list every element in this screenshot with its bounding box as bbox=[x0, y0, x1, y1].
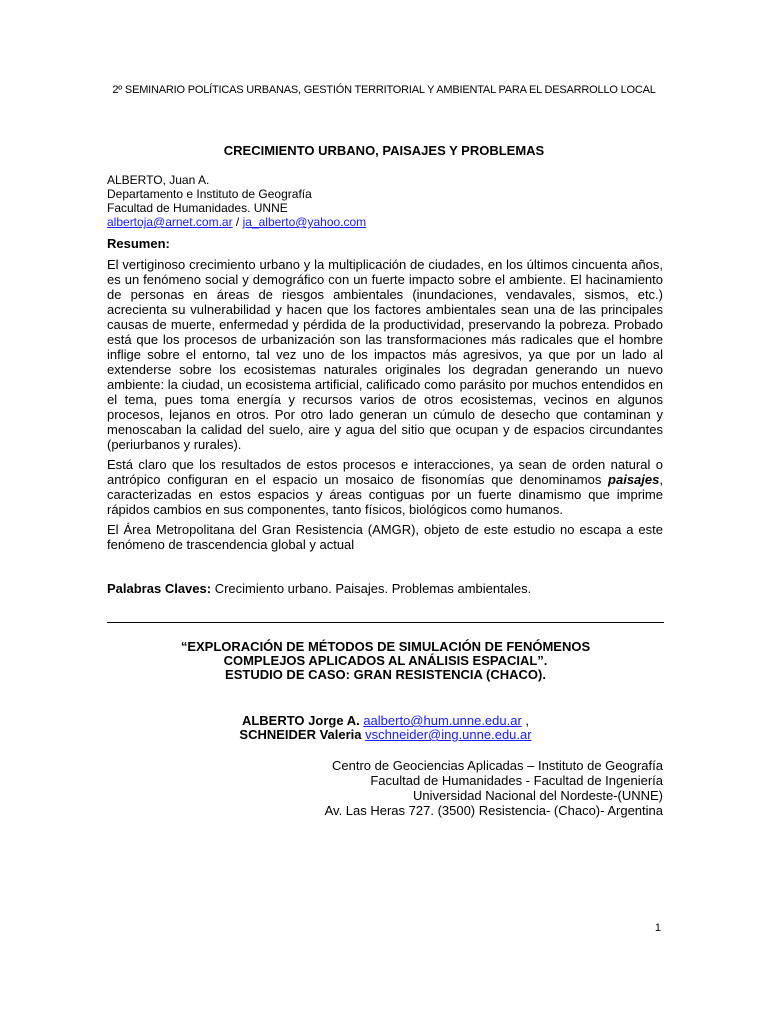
affiliation-line: Facultad de Humanidades - Facultad de Ingeniería bbox=[370, 773, 663, 788]
affiliation-line: Centro de Geociencias Aplicadas – Instituto de Geografía bbox=[332, 758, 663, 773]
keywords-text: Crecimiento urbano. Paisajes. Problemas ambientales. bbox=[211, 581, 532, 596]
second-article-authors bbox=[107, 714, 664, 742]
abstract-paragraph-2 bbox=[107, 457, 663, 517]
abstract-body bbox=[107, 257, 663, 557]
title-line-1: “EXPLORACIÓN DE MÉTODOS DE SIMULACIÓN DE FENÓMENOS bbox=[180, 639, 591, 654]
email-separator: / bbox=[232, 215, 243, 229]
department: Departamento e Instituto de Geografía bbox=[107, 187, 312, 201]
title-line-2: COMPLEJOS APLICADOS AL ANÁLISIS ESPACIAL”. bbox=[223, 653, 548, 668]
author-2-email[interactable]: vschneider@ing.unne.edu.ar bbox=[365, 727, 532, 742]
author-emails bbox=[107, 215, 366, 229]
author-1-line bbox=[107, 714, 664, 728]
paragraph-2-text: Está claro que los resultados de estos procesos e interacciones, ya sean de orden natural o antrópico configuran en el espacio un mosaico de fisonomías que denominamos bbox=[107, 457, 663, 487]
affiliation-block bbox=[325, 758, 663, 818]
article-title: CRECIMIENTO URBANO, PAISAJES Y PROBLEMAS bbox=[223, 143, 545, 158]
abstract-paragraph-3: El Área Metropolitana del Gran Resistencia (AMGR), objeto de este estudio no escapa a este fenómeno de trascendencia global y actual bbox=[107, 522, 663, 552]
email-link-2[interactable]: ja_alberto@yahoo.com bbox=[242, 215, 367, 229]
keywords-line bbox=[107, 581, 531, 596]
affiliation-line: Universidad Nacional del Nordeste-(UNNE) bbox=[413, 788, 663, 803]
emphasis-paisajes: paisajes bbox=[608, 472, 660, 487]
affiliation-line: Av. Las Heras 727. (3500) Resistencia- (Chaco)- Argentina bbox=[324, 803, 663, 818]
abstract-paragraph-1: El vertiginoso crecimiento urbano y la multiplicación de ciudades, en los últimos cincuenta años, es un fenómeno social y demográfico con un fuerte impacto sobre el ambiente. El hacinamiento de personas en áreas de riesgos ambientales (inundaciones, vendavales, sismos, etc.) acrecienta su vulnerabilidad y hacen que los factores ambientales sean una de las principales causas de muerte, enfermedad y pérdida de la productividad, preservando la pobreza. Probado está que los procesos de urbanización son las transformaciones más radicales que el hombre inflige sobre el entorno, tal vez uno de los impactos más agresivos, ya que por un lado al extenderse sobre los ecosistemas naturales originales los degradan generando un nuevo ambiente: la ciudad, un ecosistema artificial, calificado como parásito por muchos entendidos en el tema, pues toma energía y recursos varios de otros ecosistemas, vecinos en algunos procesos, lejanos en otros. Por otro lado generan un cúmulo de desecho que contaminan y menoscaban la calidad del suelo, aire y agua del sitio que ocupan y de espacios circundantes (periurbanos y rurales). bbox=[107, 257, 663, 452]
author-2-name: SCHNEIDER Valeria bbox=[239, 727, 362, 742]
author-2-line bbox=[107, 728, 664, 742]
abstract-heading: Resumen: bbox=[107, 236, 170, 251]
author-block bbox=[107, 173, 366, 229]
paragraph-2-text-end: , caracterizadas en estos espacios y áreas contiguas por un fuerte dinamismo que imprime rápidos cambios en sus componentes, tanto físicos, biológicos como humanos. bbox=[107, 472, 663, 517]
seminar-header: 2º SEMINARIO POLÍTICAS URBANAS, GESTIÓN TERRITORIAL Y AMBIENTAL PARA EL DESARROLLO LOCAL bbox=[112, 84, 656, 96]
faculty: Facultad de Humanidades. UNNE bbox=[107, 201, 288, 215]
title-line-3: ESTUDIO DE CASO: GRAN RESISTENCIA (CHACO). bbox=[225, 667, 546, 682]
keywords-label: Palabras Claves: bbox=[107, 581, 212, 596]
section-divider bbox=[107, 622, 664, 623]
page-number: 1 bbox=[654, 922, 661, 934]
author-1-name: ALBERTO Jorge A. bbox=[241, 713, 360, 728]
second-article-title bbox=[107, 640, 664, 682]
author-name: ALBERTO, Juan A. bbox=[107, 173, 210, 187]
author-1-email[interactable]: aalberto@hum.unne.edu.ar bbox=[363, 713, 522, 728]
author-1-suffix: , bbox=[521, 713, 530, 728]
email-link-1[interactable]: albertoja@arnet.com.ar bbox=[107, 215, 233, 229]
